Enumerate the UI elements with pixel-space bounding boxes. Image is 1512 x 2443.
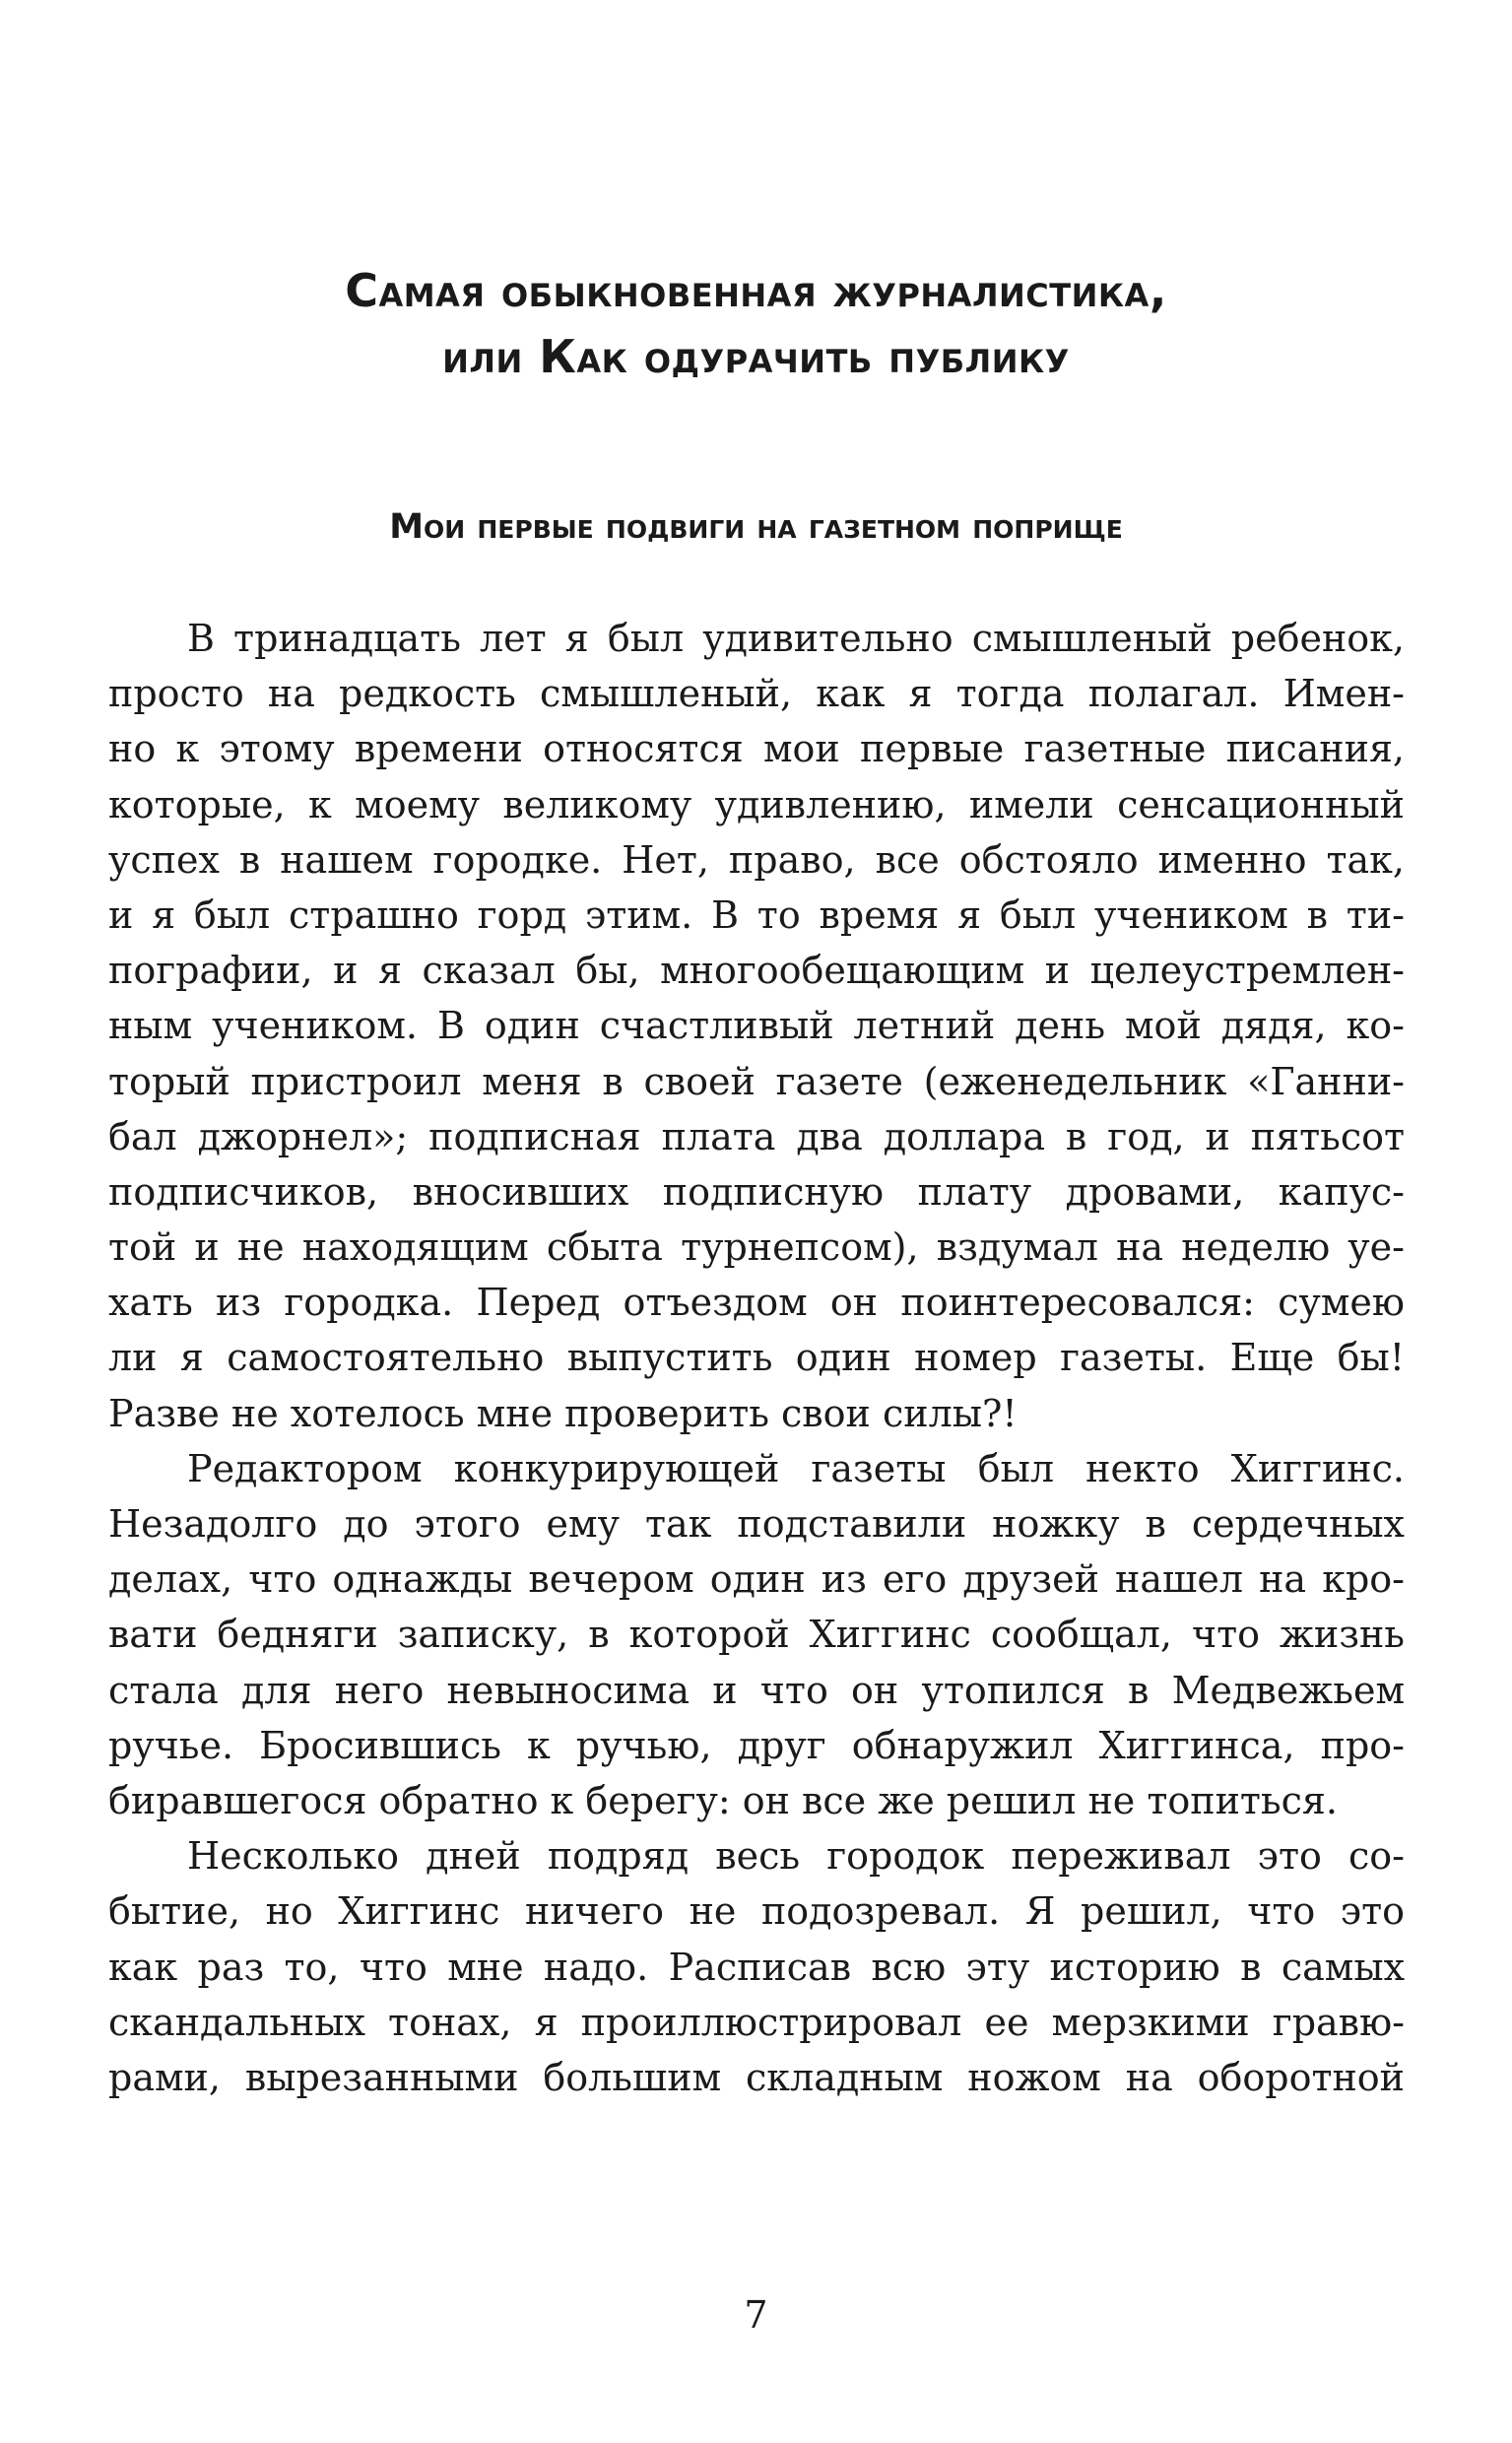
text-line: Разве не хотелось мне проверить свои силы?! xyxy=(108,1391,1018,1435)
text-line: биравшегося обратно к берегу: он все же решил не топиться. xyxy=(108,1778,1338,1822)
text-line: ным учеником. В один счастливый летний день мой дядя, ко- xyxy=(108,1004,1405,1048)
text-line: успех в нашем городке. Нет, право, все обстояло именно так, xyxy=(108,837,1405,882)
text-line: вати бедняги записку, в которой Хиггинс сообщал, что жизнь xyxy=(108,1613,1405,1657)
text-line: рами, вырезанными большим складным ножом на оборотной xyxy=(108,2055,1405,2099)
text-line: торый пристроил меня в своей газете (еженедельник «Ганни- xyxy=(108,1059,1405,1103)
text-line: скандальных тонах, я проиллюстрировал ее мерзкими гравю- xyxy=(108,2000,1405,2044)
text-line: как раз то, что мне надо. Расписав всю эту историю в самых xyxy=(108,1945,1405,1989)
text-line: хать из городка. Перед отъездом он поинтересовался: сумею xyxy=(108,1281,1405,1325)
text-line: Незадолго до этого ему так подставили ножку в сердечных xyxy=(108,1502,1405,1546)
text-line: Несколько дней подряд весь городок переживал это со- xyxy=(187,1834,1405,1879)
text-line: просто на редкость смышленый, как я тогда полагал. Имен- xyxy=(108,672,1405,716)
chapter-title-line-1: Самая обыкновенная журналистика, xyxy=(345,264,1167,317)
text-line: пографии, и я сказал бы, многообещающим и целеустремлен- xyxy=(108,949,1405,993)
text-line: подписчиков, вносивших подписную плату дровами, капус- xyxy=(108,1169,1405,1214)
text-line: ли я самостоятельно выпустить один номер газеты. Еще бы! xyxy=(108,1336,1405,1380)
text-line: но к этому времени относятся мои первые газетные писания, xyxy=(108,727,1405,771)
chapter-title-line-2: или Как одурачить публику xyxy=(442,330,1070,383)
page-number: 7 xyxy=(744,2293,768,2337)
section-title: Мои первые подвиги на газетном поприще xyxy=(389,507,1123,547)
body-text xyxy=(108,611,1405,2105)
text-line: делах, что однажды вечером один из его друзей нашел на кро- xyxy=(108,1557,1405,1602)
text-line: которые, к моему великому удивлению, имели сенсационный xyxy=(108,782,1405,826)
text-line: той и не находящим сбыта турнепсом), вздумал на неделю уе- xyxy=(108,1225,1405,1270)
text-line: ручье. Бросившись к ручью, друг обнаружил Хиггинса, про- xyxy=(108,1723,1405,1767)
text-line: Редактором конкурирующей газеты был некто Хиггинс. xyxy=(187,1446,1405,1490)
text-line: стала для него невыносима и что он утопился в Медвежьем xyxy=(108,1668,1405,1712)
text-line: и я был страшно горд этим. В то время я был учеником в ти- xyxy=(108,892,1405,937)
text-line: бал джорнел»; подписная плата два доллара в год, и пятьсот xyxy=(108,1114,1405,1158)
text-line: бытие, но Хиггинс ничего не подозревал. Я решил, что это xyxy=(108,1889,1405,1934)
text-line: В тринадцать лет я был удивительно смышленый ребенок, xyxy=(187,617,1405,660)
